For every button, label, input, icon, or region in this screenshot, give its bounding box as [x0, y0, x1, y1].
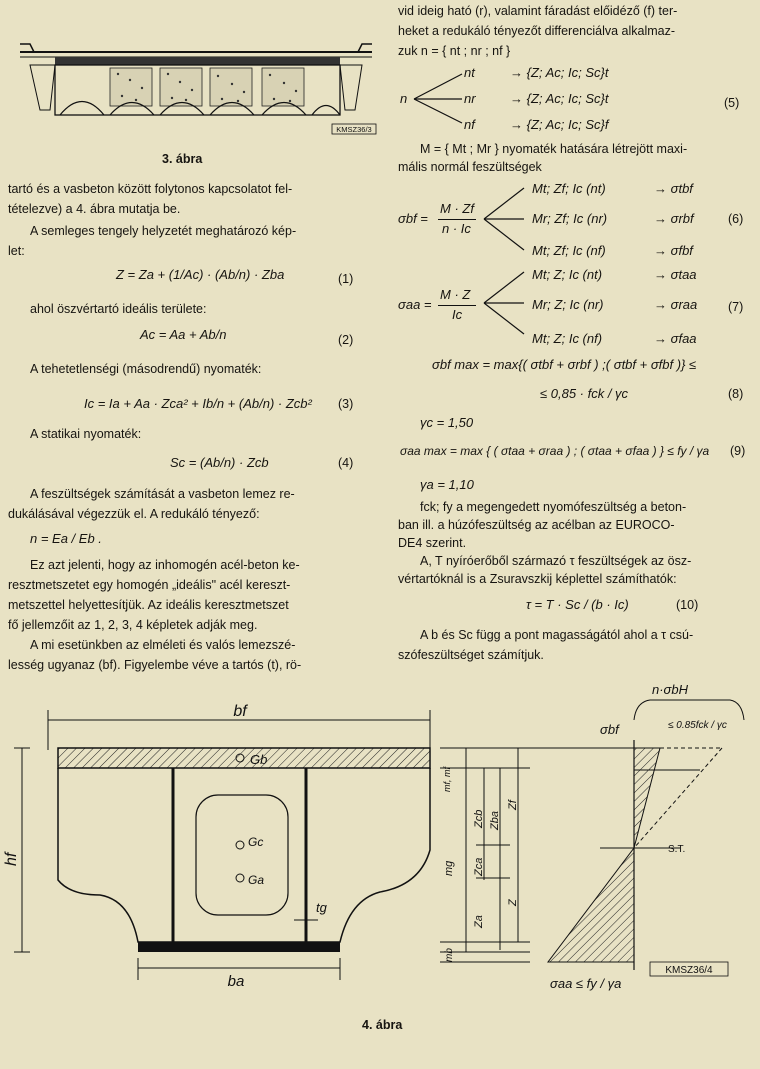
- left-paragraph-7a: Ez azt jelenti, hogy az inhomogén acél-beton ke-: [30, 558, 300, 572]
- right-paragraph-9: A, T nyíróerőből származó τ feszültségek az ösz-: [420, 554, 692, 568]
- equation-n: n = Ea / Eb .: [30, 531, 102, 546]
- sigma-aa-label: σaa ≤ fy / γa: [550, 976, 622, 991]
- left-paragraph-6b: dukálásával végezzük el. A redukáló tényező:: [8, 507, 260, 521]
- figure-3-tag: KMSZ36/3: [336, 125, 372, 134]
- eq6-lhs: σbf =: [398, 211, 428, 226]
- equation-9-number: (9): [730, 444, 746, 458]
- right-paragraph-11: A b és Sc függ a pont magasságától ahol a τ csú-: [420, 628, 694, 642]
- equation-9: σaa max = max { ( σtaa + σraa ) ; ( σtaa + σfaa ) } ≤ fy / γa: [400, 444, 710, 458]
- hf-label: hf: [3, 852, 20, 866]
- eq7-res-f: → σfaa: [654, 331, 697, 346]
- gamma-a: γa = 1,10: [420, 477, 474, 492]
- eq7-denominator: Ic: [452, 307, 463, 322]
- mf-label: mf, mf: [442, 767, 452, 792]
- equation-1-number: (1): [338, 272, 354, 286]
- equation-5-number: (5): [724, 96, 740, 110]
- equation-2: Ac = Aa + Ab/n: [140, 327, 227, 342]
- eq7-row-f: Mt; Z; Ic (nf): [532, 331, 603, 346]
- zcb-label: Zcb: [473, 809, 485, 828]
- equation-6-number: (6): [728, 212, 744, 226]
- right-paragraph-8: DE4 szerint.: [398, 536, 467, 550]
- gc-label: Gc: [248, 835, 264, 849]
- bf-label: bf: [233, 703, 247, 720]
- eq7-res-t: → σtaa: [654, 267, 697, 282]
- left-paragraph-4: A tehetetlenségi (másodrendű) nyomaték:: [30, 362, 262, 376]
- left-paragraph-7d: fő jellemzőit az 1, 2, 3, 4 képletek adják meg.: [8, 618, 258, 632]
- n-sigma-label: n·σbH: [652, 682, 689, 697]
- figure-4-tag: KMSZ36/4: [665, 965, 713, 976]
- eq7-res-r: → σraa: [654, 297, 698, 312]
- left-paragraph-2a: A semleges tengely helyzetét meghatározó kép-: [30, 224, 297, 238]
- z-label: Z: [507, 899, 519, 906]
- left-paragraph-8a: A mi esetünkben az elméleti és valós lemezszé-: [30, 638, 296, 652]
- ga-label: Ga: [248, 873, 265, 887]
- eq5-branch-arrows: [410, 66, 490, 126]
- zca-label: Zca: [473, 857, 485, 876]
- right-paragraph-5: mális normál feszültségek: [398, 160, 542, 174]
- right-paragraph-6: fck; fy a megengedett nyomófeszültség a beton-: [420, 500, 687, 514]
- right-paragraph-10: vértartóknál is a Zsuravszkij képlettel számíthatók:: [398, 572, 677, 586]
- left-paragraph-1b: tételezve) a 4. ábra mutatja be.: [8, 202, 181, 216]
- eq6-row-f: Mt; Zf; Ic (nf): [532, 243, 606, 258]
- left-paragraph-5: A statikai nyomaték:: [30, 427, 142, 441]
- right-paragraph-3: zuk n = { nt ; nr ; nf }: [398, 44, 511, 58]
- left-paragraph-6a: A feszültségek számítását a vasbeton lemez re-: [30, 487, 295, 501]
- equation-8-line2: ≤ 0,85 · fck / γc: [540, 386, 629, 401]
- figure-4-cross-section: [0, 680, 760, 1010]
- eq5-row-r: → {Z; Ac; Ic; Sc}t: [510, 91, 609, 106]
- left-paragraph-7b: resztmetszetet egy homogén „ideális" acél kereszt-: [8, 578, 291, 592]
- ba-label: ba: [227, 973, 245, 990]
- eq6-res-r: → σrbf: [654, 211, 694, 226]
- eq5-nr: nr: [464, 91, 476, 106]
- equation-1: Z = Za + (1/Ac) · (Ab/n) · Zba: [116, 267, 285, 282]
- sigma-bf-label: σbf: [600, 722, 619, 737]
- eq6-row-r: Mr; Zf; Ic (nr): [532, 211, 608, 226]
- eq7-branch-arrows: [480, 268, 530, 338]
- equation-8-number: (8): [728, 387, 744, 401]
- eq7-numerator: M · Z: [440, 287, 471, 302]
- equation-3: Ic = Ia + Aa · Zca² + Ib/n + (Ab/n) · Zcb²: [84, 396, 312, 411]
- right-paragraph-1: vid ideig ható (r), valamint fáradást előidéző (f) ter-: [398, 4, 678, 18]
- eq6-denominator: n · Ic: [442, 221, 471, 236]
- eq6-branch-arrows: [480, 184, 530, 254]
- eq6-res-f: → σfbf: [654, 243, 693, 258]
- gamma-c: γc = 1,50: [420, 415, 474, 430]
- top-limit-label: ≤ 0.85fck / γc: [668, 720, 727, 731]
- equation-4-number: (4): [338, 456, 354, 470]
- mg-label: mg: [443, 860, 455, 876]
- eq5-n: n: [400, 91, 408, 106]
- eq5-nt: nt: [464, 65, 475, 80]
- mb-label: mb: [444, 948, 455, 962]
- eq5-row-t: → {Z; Ac; Ic; Sc}t: [510, 65, 609, 80]
- left-paragraph-1a: tartó és a vasbeton között folytonos kapcsolatot fel-: [8, 182, 293, 196]
- equation-2-number: (2): [338, 333, 354, 347]
- figure-3-caption: 3. ábra: [162, 152, 203, 166]
- equation-3-number: (3): [338, 397, 354, 411]
- right-paragraph-7: ban ill. a húzófeszültség az acélban az EUROCO-: [398, 518, 675, 532]
- left-paragraph-2b: let:: [8, 244, 25, 258]
- eq7-row-t: Mt; Z; Ic (nt): [532, 267, 603, 282]
- figure-4-caption: 4. ábra: [362, 1018, 403, 1032]
- equation-10: τ = T · Sc / (b · Ic): [526, 597, 629, 612]
- zba-label: Zba: [489, 811, 501, 830]
- st-label: S.T.: [668, 844, 686, 855]
- eq5-row-f: → {Z; Ac; Ic; Sc}f: [510, 117, 609, 132]
- left-paragraph-3: ahol öszvértartó ideális területe:: [30, 302, 207, 316]
- equation-8-line1: σbf max = max{( σtbf + σrbf ) ;( σtbf + σfbf )} ≤: [432, 357, 697, 372]
- eq6-numerator: M · Zf: [440, 201, 474, 216]
- left-paragraph-7c: metszettel helyettesítjük. Az ideális keresztmetszet: [8, 598, 289, 612]
- equation-10-number: (10): [676, 598, 699, 612]
- right-paragraph-2: heket a redukáló tényezőt differenciálva alkalmaz-: [398, 24, 676, 38]
- za-label: Za: [473, 915, 485, 928]
- equation-7-number: (7): [728, 300, 744, 314]
- zf-label: Zf: [507, 800, 519, 810]
- tg-label: tg: [316, 900, 327, 915]
- eq6-res-t: → σtbf: [654, 181, 693, 196]
- left-paragraph-8b: lesség ugyanaz (bf). Figyelembe véve a tartós (t), rö-: [8, 658, 302, 672]
- eq6-row-t: Mt; Zf; Ic (nt): [532, 181, 606, 196]
- eq7-lhs: σaa =: [398, 297, 432, 312]
- right-paragraph-4: M = { Mt ; Mr } nyomaték hatására létrejött maxi-: [420, 142, 688, 156]
- gb-label: Gb: [250, 752, 268, 767]
- eq5-nf: nf: [464, 117, 475, 132]
- eq7-row-r: Mr; Z; Ic (nr): [532, 297, 604, 312]
- right-paragraph-12: szófeszültséget számítjuk.: [398, 648, 544, 662]
- equation-4: Sc = (Ab/n) · Zcb: [170, 455, 269, 470]
